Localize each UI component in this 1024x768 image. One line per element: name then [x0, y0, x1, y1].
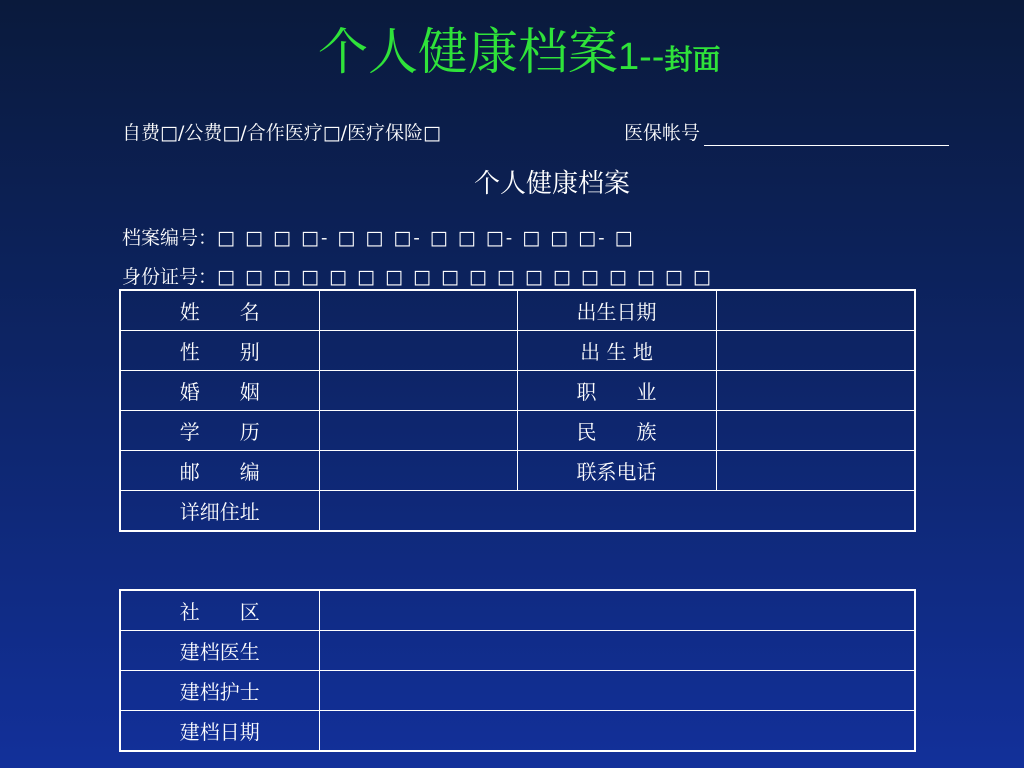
row-label-marital: 婚 姻	[120, 371, 319, 411]
payment-type-line	[122, 120, 441, 146]
birthplace-value-cell[interactable]	[716, 331, 915, 371]
table-row	[120, 290, 915, 331]
occupation-value-cell[interactable]	[716, 371, 915, 411]
id-number-boxes[interactable]: □ □ □ □ □ □ □ □ □ □ □ □ □ □ □ □ □ □	[217, 266, 713, 286]
insurance-account-label: 医保帐号	[624, 122, 701, 144]
education-value-cell[interactable]	[319, 411, 517, 451]
row-label-birthdate: 出生日期	[517, 290, 716, 331]
row-label-ethnicity: 民 族	[517, 411, 716, 451]
insurance-account-field[interactable]	[704, 127, 949, 146]
address-value-cell[interactable]	[319, 491, 915, 532]
table-row	[120, 411, 915, 451]
personal-info-table	[119, 289, 916, 532]
community-value-cell[interactable]	[319, 590, 915, 631]
row-label-gender: 性 别	[120, 331, 319, 371]
table-row	[120, 590, 915, 631]
nurse-value-cell[interactable]	[319, 671, 915, 711]
row-label-phone: 联系电话	[517, 451, 716, 491]
table-row	[120, 671, 915, 711]
table-row	[120, 371, 915, 411]
table-row	[120, 631, 915, 671]
row-label-occupation: 职 业	[517, 371, 716, 411]
slide-title-main: 个人健康档案	[318, 23, 618, 81]
file-number-line	[122, 225, 635, 251]
table-row	[120, 331, 915, 371]
phone-value-cell[interactable]	[716, 451, 915, 491]
payment-type-options[interactable]: 自费□/公费□/合作医疗□/医疗保险□	[122, 122, 442, 144]
marital-value-cell[interactable]	[319, 371, 517, 411]
postcode-value-cell[interactable]	[319, 451, 517, 491]
table-row	[120, 491, 915, 532]
slide-title-suffix: 封面	[664, 43, 721, 76]
file-number-label: 档案编号：	[122, 227, 218, 249]
table-row	[120, 711, 915, 752]
ethnicity-value-cell[interactable]	[716, 411, 915, 451]
row-label-community: 社 区	[120, 590, 319, 631]
gender-value-cell[interactable]	[319, 331, 517, 371]
form-title: 个人健康档案	[473, 169, 630, 199]
insurance-account-line	[624, 120, 949, 146]
birthdate-value-cell[interactable]	[716, 290, 915, 331]
row-label-postcode: 邮 编	[120, 451, 319, 491]
file-number-boxes[interactable]: □ □ □ □- □ □ □- □ □ □- □ □ □- □	[217, 227, 635, 249]
doctor-value-cell[interactable]	[319, 631, 915, 671]
row-label-education: 学 历	[120, 411, 319, 451]
row-label-birthplace: 出 生 地	[517, 331, 716, 371]
file-date-value-cell[interactable]	[319, 711, 915, 752]
name-value-cell[interactable]	[319, 290, 517, 331]
row-label-nurse: 建档护士	[120, 671, 319, 711]
row-label-doctor: 建档医生	[120, 631, 319, 671]
id-number-line	[122, 264, 713, 286]
slide-title	[318, 22, 720, 90]
row-label-file-date: 建档日期	[120, 711, 319, 752]
id-number-label: 身份证号：	[122, 266, 218, 286]
slide-title-number: 1--	[618, 36, 665, 78]
row-label-address: 详细住址	[120, 491, 319, 532]
table-row	[120, 451, 915, 491]
row-label-name: 姓 名	[120, 290, 319, 331]
registration-info-table	[119, 589, 916, 752]
